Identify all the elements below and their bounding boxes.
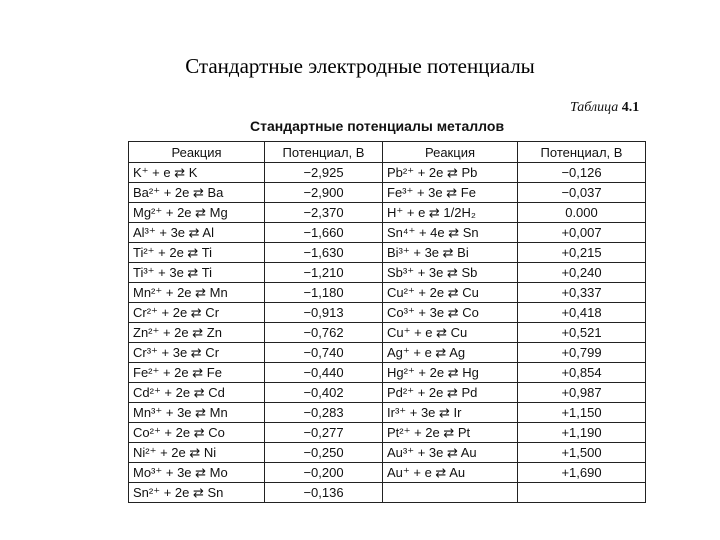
cell-potential-left: −1,630	[265, 243, 383, 263]
cell-potential-right: +1,190	[518, 423, 646, 443]
cell-reaction-left: Cr²⁺ + 2e ⇄ Cr	[129, 303, 265, 323]
cell-potential-left: −0,740	[265, 343, 383, 363]
cell-potential-left: −0,402	[265, 383, 383, 403]
cell-reaction-right: Cu²⁺ + 2e ⇄ Cu	[383, 283, 518, 303]
table-row	[129, 463, 646, 483]
table-row	[129, 263, 646, 283]
cell-reaction-left: Mn³⁺ + 3e ⇄ Mn	[129, 403, 265, 423]
cell-reaction-left: Mg²⁺ + 2e ⇄ Mg	[129, 203, 265, 223]
cell-potential-right: 0.000	[518, 203, 646, 223]
cell-reaction-left: Ba²⁺ + 2e ⇄ Ba	[129, 183, 265, 203]
cell-potential-right: +0,521	[518, 323, 646, 343]
cell-reaction-right: Cu⁺ + e ⇄ Cu	[383, 323, 518, 343]
table-row	[129, 483, 646, 503]
cell-potential-left: −1,660	[265, 223, 383, 243]
cell-reaction-right: Au⁺ + e ⇄ Au	[383, 463, 518, 483]
table-header-row	[129, 142, 646, 163]
header-potential-right: Потенциал, В	[518, 142, 646, 163]
table-row	[129, 223, 646, 243]
table-row	[129, 243, 646, 263]
cell-reaction-right: Pb²⁺ + 2e ⇄ Pb	[383, 163, 518, 183]
cell-reaction-right: Hg²⁺ + 2e ⇄ Hg	[383, 363, 518, 383]
cell-potential-right: +1,690	[518, 463, 646, 483]
cell-reaction-right: Au³⁺ + 3e ⇄ Au	[383, 443, 518, 463]
cell-reaction-left: Zn²⁺ + 2e ⇄ Zn	[129, 323, 265, 343]
cell-reaction-left: Cd²⁺ + 2e ⇄ Cd	[129, 383, 265, 403]
cell-potential-left: −0,277	[265, 423, 383, 443]
table-row	[129, 183, 646, 203]
table-row	[129, 283, 646, 303]
cell-reaction-right: Sn⁴⁺ + 4e ⇄ Sn	[383, 223, 518, 243]
table-row	[129, 383, 646, 403]
table-row	[129, 423, 646, 443]
cell-reaction-right: Co³⁺ + 3e ⇄ Co	[383, 303, 518, 323]
table-caption: Стандартные потенциалы металлов	[250, 118, 505, 134]
cell-potential-left: −1,180	[265, 283, 383, 303]
table-row	[129, 163, 646, 183]
header-reaction-left: Реакция	[129, 142, 265, 163]
cell-reaction-left: Sn²⁺ + 2e ⇄ Sn	[129, 483, 265, 503]
cell-potential-left: −0,200	[265, 463, 383, 483]
cell-potential-right: +0,240	[518, 263, 646, 283]
cell-reaction-left: Mo³⁺ + 3e ⇄ Mo	[129, 463, 265, 483]
cell-potential-left: −0,440	[265, 363, 383, 383]
cell-potential-right: +0,007	[518, 223, 646, 243]
cell-reaction-left: Al³⁺ + 3e ⇄ Al	[129, 223, 265, 243]
table-row	[129, 443, 646, 463]
cell-reaction-right: Bi³⁺ + 3e ⇄ Bi	[383, 243, 518, 263]
cell-potential-right: +1,150	[518, 403, 646, 423]
cell-potential-left: −0,250	[265, 443, 383, 463]
cell-reaction-left: K⁺ + e ⇄ K	[129, 163, 265, 183]
cell-potential-left: −2,925	[265, 163, 383, 183]
header-reaction-right: Реакция	[383, 142, 518, 163]
cell-reaction-left: Mn²⁺ + 2e ⇄ Mn	[129, 283, 265, 303]
header-potential-left: Потенциал, В	[265, 142, 383, 163]
table-row	[129, 343, 646, 363]
cell-reaction-left: Cr³⁺ + 3e ⇄ Cr	[129, 343, 265, 363]
cell-potential-right: −0,126	[518, 163, 646, 183]
cell-potential-right: +0,418	[518, 303, 646, 323]
table-number-label	[570, 100, 639, 116]
cell-reaction-right	[383, 483, 518, 503]
slide-title: Стандартные электродные потенциалы	[185, 54, 535, 78]
cell-potential-left: −0,913	[265, 303, 383, 323]
table-row	[129, 403, 646, 423]
cell-reaction-right: Ag⁺ + e ⇄ Ag	[383, 343, 518, 363]
table-row	[129, 323, 646, 343]
table-number-word: Таблица	[570, 100, 619, 115]
cell-potential-left: −0,762	[265, 323, 383, 343]
cell-potential-right: +0,337	[518, 283, 646, 303]
cell-potential-left: −2,900	[265, 183, 383, 203]
cell-reaction-right: Sb³⁺ + 3e ⇄ Sb	[383, 263, 518, 283]
cell-reaction-left: Ni²⁺ + 2e ⇄ Ni	[129, 443, 265, 463]
cell-reaction-left: Co²⁺ + 2e ⇄ Co	[129, 423, 265, 443]
cell-reaction-right: Pt²⁺ + 2e ⇄ Pt	[383, 423, 518, 443]
table-body	[129, 163, 646, 503]
cell-potential-left: −0,283	[265, 403, 383, 423]
cell-reaction-left: Ti²⁺ + 2e ⇄ Ti	[129, 243, 265, 263]
potentials-table	[128, 141, 646, 503]
cell-potential-right: +0,799	[518, 343, 646, 363]
cell-potential-left: −1,210	[265, 263, 383, 283]
table-row	[129, 363, 646, 383]
cell-potential-right	[518, 483, 646, 503]
cell-reaction-left: Ti³⁺ + 3e ⇄ Ti	[129, 263, 265, 283]
table-number-value: 4.1	[621, 100, 640, 115]
cell-potential-left: −0,136	[265, 483, 383, 503]
cell-potential-left: −2,370	[265, 203, 383, 223]
cell-reaction-left: Fe²⁺ + 2e ⇄ Fe	[129, 363, 265, 383]
cell-potential-right: +1,500	[518, 443, 646, 463]
table-row	[129, 203, 646, 223]
cell-reaction-right: Ir³⁺ + 3e ⇄ Ir	[383, 403, 518, 423]
cell-reaction-right: Pd²⁺ + 2e ⇄ Pd	[383, 383, 518, 403]
cell-reaction-right: H⁺ + e ⇄ 1/2H₂	[383, 203, 518, 223]
table-row	[129, 303, 646, 323]
cell-potential-right: +0,854	[518, 363, 646, 383]
cell-potential-right: −0,037	[518, 183, 646, 203]
cell-potential-right: +0,987	[518, 383, 646, 403]
cell-reaction-right: Fe³⁺ + 3e ⇄ Fe	[383, 183, 518, 203]
cell-potential-right: +0,215	[518, 243, 646, 263]
